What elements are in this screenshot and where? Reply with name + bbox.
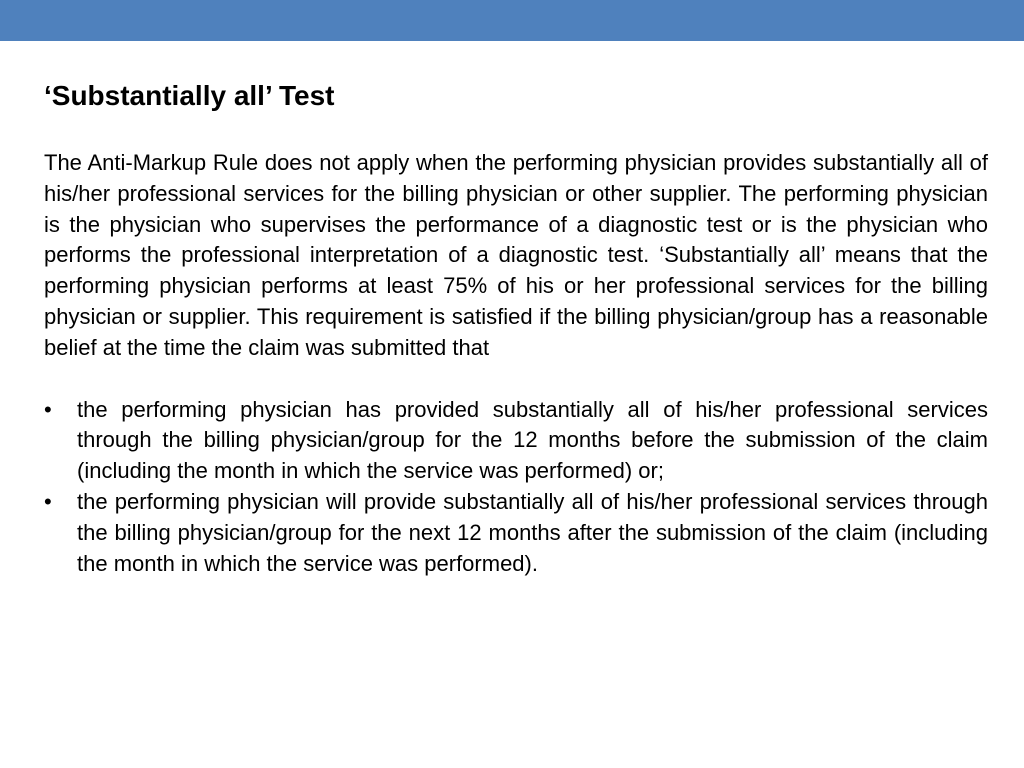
header-bar xyxy=(0,0,1024,41)
bullet-text: the performing physician will provide substantially all of his/her professional services through the billing physician/group for the next 12 months after the submission of the claim (including the month in which the service was performed). xyxy=(77,488,988,576)
bullet-text: the performing physician has provided substantially all of his/her professional services through the billing physician/group for the 12 months before the submission of the claim (including the month in which the service was performed) or; xyxy=(77,396,988,484)
bullet-marker: • xyxy=(44,396,52,422)
slide-title: ‘Substantially all’ Test xyxy=(44,80,335,111)
bullet-list xyxy=(44,395,988,580)
slide-content xyxy=(44,78,988,579)
bullet-item xyxy=(44,487,988,579)
body-paragraph: The Anti-Markup Rule does not apply when the performing physician provides substantially all of his/her professional services for the billing physician or other supplier. The performing physician is the physician who supervises the performance of a diagnostic test or is the physician who performs the professional interpretation of a diagnostic test. ‘Substantially all’ means that the performing physician performs at least 75% of his or her professional services for the billing physician or supplier. This requirement is satisfied if the billing physician/group has a reasonable belief at the time the claim was submitted that xyxy=(44,150,988,360)
bullet-item xyxy=(44,395,988,487)
bullet-marker: • xyxy=(44,488,52,514)
